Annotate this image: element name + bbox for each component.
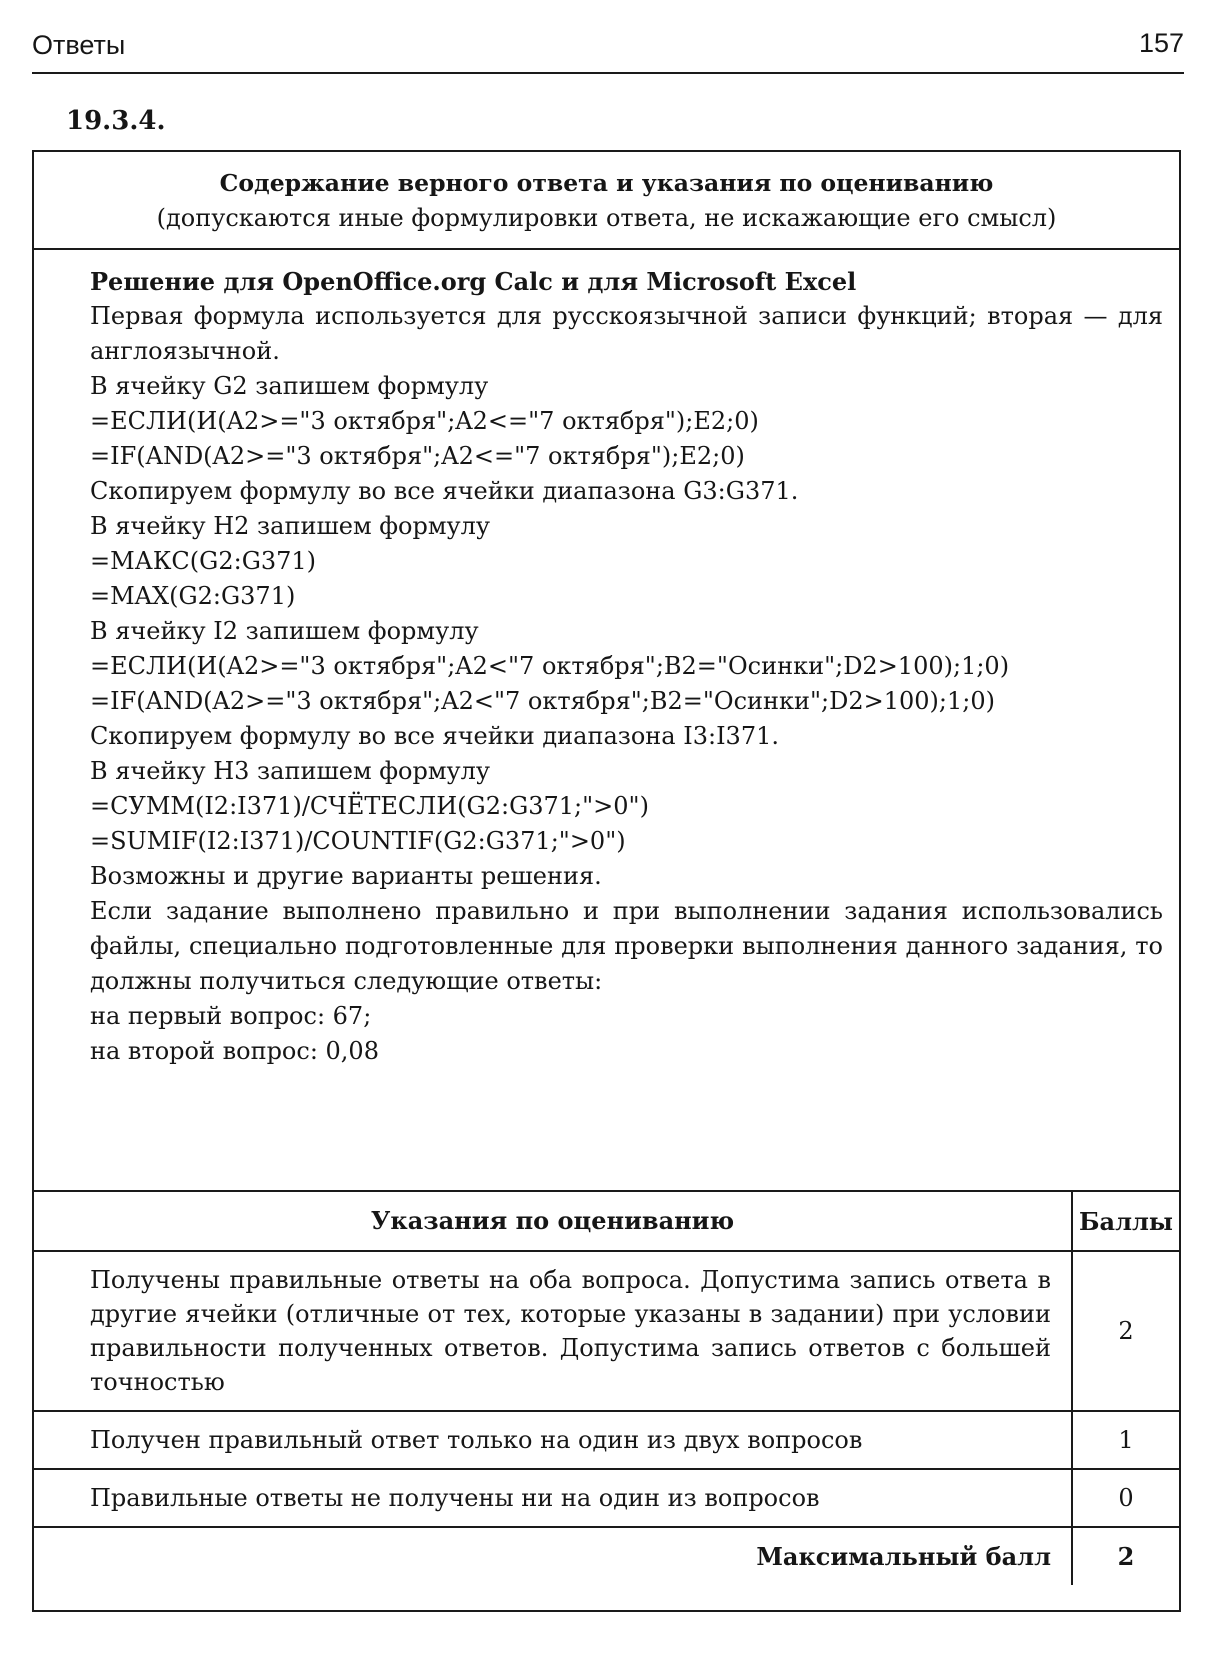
h3-formula-en: =SUMIF(I2:I371)/COUNTIF(G2:G371;">0") — [90, 827, 626, 855]
points-cell: 1 — [1072, 1411, 1179, 1469]
i2-formula-ru: =ЕСЛИ(И(A2>="3 октября";A2<"7 октября";B2="Осинки";D2>100);1;0) — [90, 652, 1010, 680]
scoring-row — [34, 1469, 1179, 1527]
scoring-row — [34, 1411, 1179, 1469]
solution-heading: Решение для OpenOffice.org Calc и для Microsoft Excel — [90, 267, 857, 296]
g-copy-instruction: Скопируем формулу во все ячейки диапазона G3:G371. — [90, 477, 799, 505]
page-number: 157 — [1138, 28, 1184, 58]
solution-section — [34, 250, 1179, 1192]
max-score-label: Максимальный балл — [34, 1527, 1072, 1585]
g2-formula-ru: =ЕСЛИ(И(A2>="3 октября";A2<="7 октября");E2;0) — [90, 407, 759, 435]
section-title: Ответы — [32, 30, 126, 60]
criterion-cell — [34, 1469, 1072, 1527]
points-cell: 2 — [1072, 1251, 1179, 1411]
scoring-row — [34, 1251, 1179, 1411]
h2-formula-en: =MAX(G2:G371) — [90, 582, 296, 610]
h2-label: В ячейку H2 запишем формулу — [90, 512, 491, 540]
other-variants: Возможны и другие варианты решения. — [90, 862, 602, 890]
i-copy-instruction: Скопируем формулу во все ячейки диапазона I3:I371. — [90, 722, 779, 750]
points-cell: 0 — [1072, 1469, 1179, 1527]
points-column-header: Баллы — [1072, 1192, 1179, 1251]
task-number: 19.3.4. — [66, 106, 166, 136]
scoring-header-row — [34, 1192, 1179, 1251]
max-score-row — [34, 1527, 1179, 1585]
i2-label: В ячейку I2 запишем формулу — [90, 617, 479, 645]
criterion-text: Получен правильный ответ только на один из двух вопросов — [90, 1426, 863, 1454]
expected-answers-condition: Если задание выполнено правильно и при выполнении задания использовались файлы, специально подготовленные для проверки выполнения данного задания, то должны получиться следующие ответы: — [90, 897, 1163, 995]
criteria-column-header: Указания по оцениванию — [370, 1206, 735, 1235]
answer-box — [32, 150, 1181, 1612]
criterion-text: Правильные ответы не получены ни на один из вопросов — [90, 1484, 820, 1512]
max-score-value: 2 — [1072, 1527, 1179, 1585]
scoring-table — [34, 1192, 1179, 1585]
i2-formula-en: =IF(AND(A2>="3 октября";A2<"7 октября";B2="Осинки";D2>100);1;0) — [90, 687, 995, 715]
answer-box-title: Содержание верного ответа и указания по оцениванию — [219, 169, 994, 197]
answer-question-1: на первый вопрос: 67; — [90, 1002, 372, 1030]
answer-question-2: на второй вопрос: 0,08 — [90, 1037, 379, 1065]
h3-formula-ru: =СУММ(I2:I371)/СЧЁТЕСЛИ(G2:G371;">0") — [90, 792, 649, 820]
criterion-text: Получены правильные ответы на оба вопроса. Допустима запись ответа в другие ячейки (отличные от тех, которые указаны в задании) при условии правильности полученных ответов. Допустима запись ответов с большей точностью — [90, 1266, 1051, 1396]
g2-label: В ячейку G2 запишем формулу — [90, 372, 489, 400]
criterion-cell — [34, 1411, 1072, 1469]
h2-formula-ru: =МАКС(G2:G371) — [90, 547, 317, 575]
criterion-cell — [34, 1251, 1072, 1411]
g2-formula-en: =IF(AND(A2>="3 октября";A2<="7 октября");E2;0) — [90, 442, 745, 470]
answer-box-header — [34, 152, 1179, 250]
answer-box-subtitle: (допускаются иные формулировки ответа, не искажающие его смысл) — [156, 204, 1057, 232]
h3-label: В ячейку H3 запишем формулу — [90, 757, 491, 785]
running-head — [32, 28, 1184, 74]
solution-intro: Первая формула используется для русскоязычной записи функций; вторая — для англоязычной. — [90, 302, 1163, 365]
